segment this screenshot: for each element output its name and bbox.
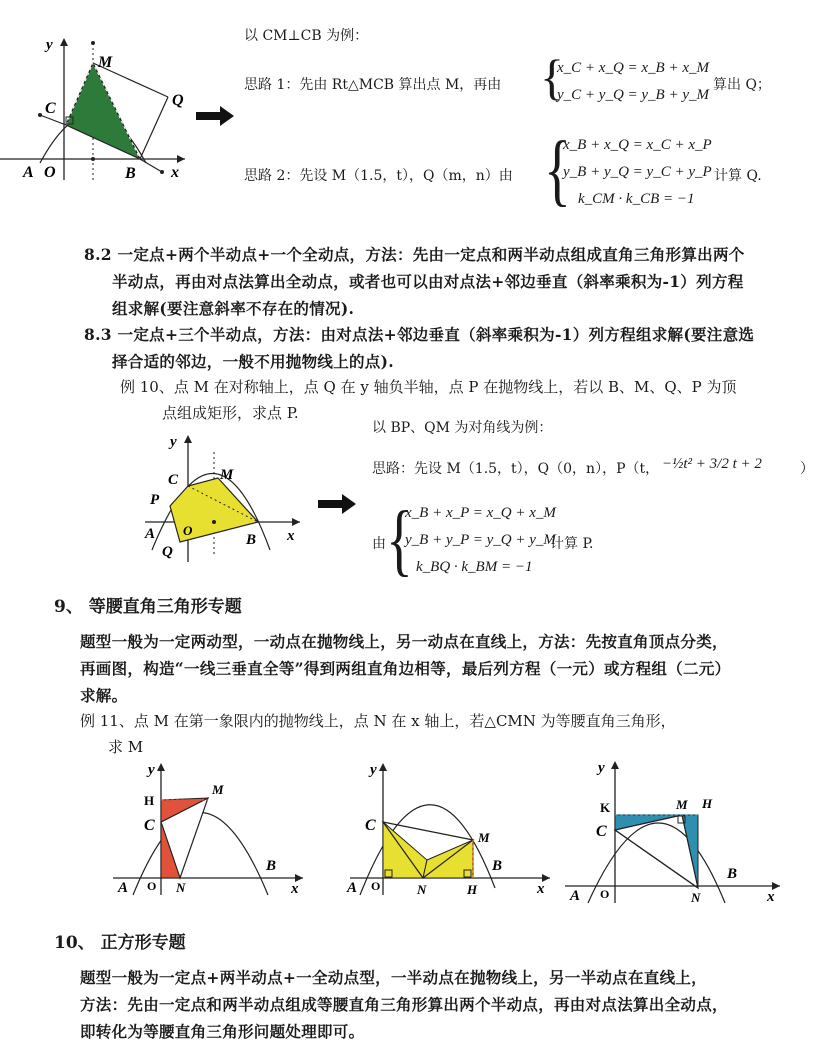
example10-line2: 点组成矩形，求点 P. xyxy=(162,404,299,422)
fig3a-label-n: N xyxy=(176,880,186,895)
example10-idea-prefix: 思路：先设 M（1.5，t），Q（0，n），P（t， xyxy=(372,461,660,477)
figure-rectangle-bmqp xyxy=(140,432,310,572)
figure-isosceles-2 xyxy=(345,760,555,900)
example8-intro: 以 CM⊥CB 为例： xyxy=(244,28,369,44)
section9-para3: 求解。 xyxy=(80,686,128,705)
fig3a-label-x: x xyxy=(291,881,299,897)
brace-icon: { xyxy=(544,126,571,214)
fig3a-label-o: O xyxy=(147,879,157,893)
section10-para3: 即转化为等腰直角三角形问题处理即可。 xyxy=(80,1022,365,1041)
p82-line3: 组求解(要注意斜率不存在的情况). xyxy=(112,299,355,318)
fig3a-label-b: B xyxy=(266,858,277,874)
fig1-label-m: M xyxy=(98,54,113,71)
idea2-eq3: k_CM · k_CB = −1 xyxy=(578,191,695,207)
idea1-prefix: 思路 1：先由 Rt△MCB 算出点 M，再由 xyxy=(244,77,502,93)
idea1-eq2: y_C + y_Q = y_B + y_M xyxy=(557,87,709,103)
example10-by: 由 xyxy=(372,536,386,552)
fig3c-label-k: K xyxy=(600,800,611,815)
p83-line1: 8.3 一定点+三个半动点，方法：由对点法+邻边垂直（斜率乘积为-1）列方程组求解(要注意选 xyxy=(84,325,755,344)
fig2-label-y: y xyxy=(170,434,177,450)
idea2-eq1: x_B + x_Q = x_C + x_P xyxy=(563,137,712,153)
idea2-suffix: 计算 Q. xyxy=(714,168,762,184)
fig3a-label-a: A xyxy=(118,880,129,896)
fig3c-label-h: H xyxy=(702,796,713,811)
fig3b-label-h: H xyxy=(467,882,478,897)
arrow-right-icon xyxy=(196,106,236,126)
fig1-label-b: B xyxy=(125,165,136,182)
fig1-label-o: O xyxy=(44,164,56,181)
example10-eq3: k_BQ · k_BM = −1 xyxy=(416,559,533,575)
figure-cm-perp-cb xyxy=(0,35,200,185)
fig2-label-o: O xyxy=(183,523,193,538)
fig3b-label-y: y xyxy=(370,762,377,778)
idea2-eq2: y_B + y_Q = y_C + y_P xyxy=(563,164,712,180)
fig3a-label-m: M xyxy=(212,782,224,797)
fig1-label-a: A xyxy=(23,164,34,181)
fig3a-label-c: C xyxy=(144,817,155,834)
fig3c-label-y: y xyxy=(598,760,605,776)
fig3b-label-x: x xyxy=(537,881,545,897)
fig3c-label-x: x xyxy=(767,889,775,905)
example10-line1: 例 10、点 M 在对称轴上，点 Q 在 y 轴负半轴，点 P 在抛物线上，若以 B、M、Q、P 为顶 xyxy=(120,378,737,396)
example11-line1: 例 11、点 M 在第一象限内的抛物线上，点 N 在 x 轴上，若△CMN 为等腰直角三角形， xyxy=(80,712,676,730)
figure-isosceles-1 xyxy=(108,760,308,900)
fig1-label-x: x xyxy=(171,164,179,181)
section9-para2: 再画图，构造“一线三垂直全等”得到两组直角边相等，最后列方程（一元）或方程组（二元） xyxy=(80,659,731,678)
idea1-suffix: 算出 Q； xyxy=(713,77,771,93)
idea1-eq1: x_C + x_Q = x_B + x_M xyxy=(557,60,709,76)
example10-eq2: y_B + y_P = y_Q + y_M xyxy=(405,532,556,548)
idea2-prefix: 思路 2：先设 M（1.5，t），Q（m，n）由 xyxy=(244,168,513,184)
fig1-label-q: Q xyxy=(172,92,184,109)
fig3b-label-a: A xyxy=(347,880,358,896)
fig2-label-b: B xyxy=(246,532,257,548)
fig3c-label-c: C xyxy=(596,823,607,840)
fig2-label-c: C xyxy=(168,472,179,488)
fig3b-label-n: N xyxy=(417,882,427,897)
fig3c-label-a: A xyxy=(570,888,581,904)
example10-intro: 以 BP、QM 为对角线为例： xyxy=(372,420,553,436)
section10-heading: 10、 正方形专题 xyxy=(54,933,186,953)
section9-heading: 9、 等腰直角三角形专题 xyxy=(54,597,242,617)
fig3c-label-b: B xyxy=(727,866,738,882)
fig1-label-y: y xyxy=(46,37,53,53)
example10-eq1: x_B + x_P = x_Q + x_M xyxy=(405,505,556,521)
p82-line2: 半动点，再由对点法算出全动点，或者也可以由对点法+邻边垂直（斜率乘积为-1）列方程 xyxy=(112,272,744,291)
fig3c-label-o: O xyxy=(600,887,610,901)
section9-para1: 题型一般为一定两动型，一动点在抛物线上，另一动点在直线上，方法：先按直角顶点分类， xyxy=(80,632,728,651)
fig2-label-a: A xyxy=(145,526,156,542)
fig3c-label-n: N xyxy=(691,890,701,905)
fig2-label-p: P xyxy=(150,492,160,508)
fig2-label-q: Q xyxy=(162,544,173,560)
fig1-label-c: C xyxy=(45,100,56,117)
fig3b-label-b: B xyxy=(492,858,503,874)
arrow-right-icon xyxy=(318,494,358,514)
p82-line1: 8.2 一定点+两个半动点+一个全动点，方法：先由一定点和两半动点组成直角三角形算出两个 xyxy=(84,245,745,264)
brace-icon: { xyxy=(540,49,564,105)
brace-icon: { xyxy=(386,496,413,584)
fig3b-label-o: O xyxy=(371,879,381,893)
fig2-label-m: M xyxy=(220,467,234,483)
fig3c-label-m: M xyxy=(676,797,688,812)
figure-isosceles-3 xyxy=(560,758,790,908)
section10-para1: 题型一般为一定点+两半动点+一全动点型，一半动点在抛物线上，另一半动点在直线上， xyxy=(80,968,707,987)
example11-line2: 求 M xyxy=(108,738,144,756)
fig2-label-x: x xyxy=(287,528,295,544)
fig3b-label-m: M xyxy=(478,830,490,845)
fig3a-label-h: H xyxy=(144,793,155,808)
section10-para2: 方法：先由一定点和两半动点组成等腰直角三角形算出两个半动点，再由对点法算出全动点， xyxy=(80,995,728,1014)
p83-line2: 择合适的邻边，一般不用抛物线上的点). xyxy=(112,352,394,371)
example10-idea-suffix: ） xyxy=(800,461,814,477)
example10-idea-expr: −½t² + 3/2 t + 2 xyxy=(662,456,762,472)
fig3b-label-c: C xyxy=(365,817,376,834)
fig3a-label-y: y xyxy=(148,762,155,778)
example10-calc: 计算 P. xyxy=(550,536,594,552)
